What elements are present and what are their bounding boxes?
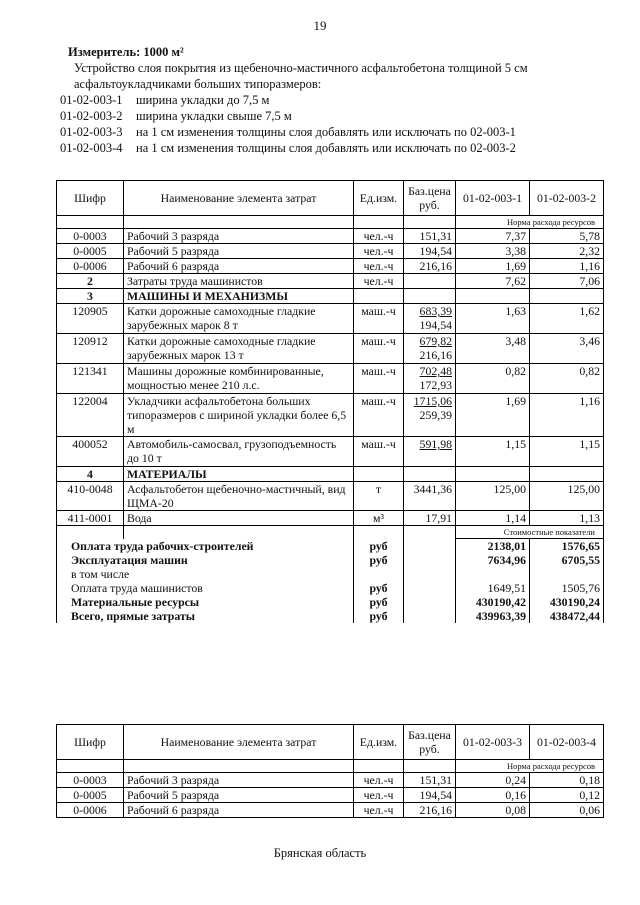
cost-unit: руб	[354, 581, 404, 595]
price-base: 591,98	[419, 437, 452, 451]
norm-value-1: 1,69	[456, 394, 530, 437]
norm-value-2: 0,82	[530, 364, 604, 394]
subheader-row	[57, 216, 604, 229]
norm-value-1: 125,00	[456, 482, 530, 511]
empty-cell	[404, 467, 456, 482]
resource-row	[57, 259, 604, 274]
resource-row	[57, 334, 604, 364]
cost-value-1: 2138,01	[456, 539, 530, 554]
code-list	[60, 92, 620, 156]
resource-unit: маш.-ч	[354, 394, 404, 437]
empty-cell	[530, 467, 604, 482]
resource-price	[404, 364, 456, 394]
cost-row	[57, 539, 604, 554]
price-base: 702,48	[419, 364, 452, 378]
norm-value-1: 0,24	[456, 773, 530, 788]
empty-cell	[404, 289, 456, 304]
norm-value-1: 0,16	[456, 788, 530, 803]
machinist-row	[57, 274, 604, 289]
resource-unit: маш.-ч	[354, 334, 404, 364]
table-header-row	[57, 725, 604, 760]
empty-cell	[404, 216, 456, 229]
code-line	[60, 124, 620, 140]
resource-row	[57, 788, 604, 803]
norm-value-1: 7,37	[456, 229, 530, 244]
resource-price	[404, 394, 456, 437]
code-text: ширина укладки свыше 7,5 м	[136, 109, 292, 123]
empty-cell	[456, 467, 530, 482]
norm-label: Норма расхода ресурсов	[456, 760, 604, 773]
resource-unit: чел.-ч	[354, 259, 404, 274]
norm-value-1: 0,82	[456, 364, 530, 394]
norm-value-2: 125,00	[530, 482, 604, 511]
resource-price: 151,31	[404, 229, 456, 244]
resource-code: 120905	[57, 304, 124, 334]
code-text: на 1 см изменения толщины слоя добавлять или исключать по 02-003-1	[136, 125, 516, 139]
empty-cell	[354, 289, 404, 304]
resource-unit: маш.-ч	[354, 364, 404, 394]
empty-cell	[354, 467, 404, 482]
subheader-row	[57, 760, 604, 773]
norm-value-2: 1,62	[530, 304, 604, 334]
col-header-norm-2: 01-02-003-2	[530, 181, 604, 216]
col-header-price: Баз.цена руб.	[404, 725, 456, 760]
resource-name: Укладчики асфальтобетона больших типоразмеров с шириной укладки более 6,5 м	[124, 394, 354, 437]
resource-price: 194,54	[404, 244, 456, 259]
norm-value-1: 3,48	[456, 334, 530, 364]
cost-unit: руб	[354, 539, 404, 554]
code-line	[60, 92, 620, 108]
resource-name: Вода	[124, 511, 354, 526]
norm-value-1: 1,63	[456, 304, 530, 334]
resource-name: Катки дорожные самоходные гладкие зарубежных марок 13 т	[124, 334, 354, 364]
empty-cell	[354, 760, 404, 773]
norm-value-2: 2,32	[530, 244, 604, 259]
resource-name: Автомобиль-самосвал, грузоподъемность до 10 т	[124, 437, 354, 467]
resource-row	[57, 304, 604, 334]
resource-row	[57, 511, 604, 526]
empty-cell	[530, 289, 604, 304]
section-code: 4	[57, 467, 124, 482]
cost-name: Материальные ресурсы	[57, 595, 354, 609]
resource-row	[57, 364, 604, 394]
resource-price: 216,16	[404, 803, 456, 818]
col-header-norm-3: 01-02-003-3	[456, 725, 530, 760]
cost-row	[57, 595, 604, 609]
resource-code: 0-0005	[57, 788, 124, 803]
norm-value-1: 0,08	[456, 803, 530, 818]
cost-value-1: 430190,42	[456, 595, 530, 609]
empty-cell	[124, 526, 354, 539]
norm-value-1: 7,62	[456, 274, 530, 289]
price-machinist: 259,39	[419, 408, 452, 422]
price-machinist: 194,54	[419, 318, 452, 332]
resource-code: 410-0048	[57, 482, 124, 511]
resource-name: Рабочий 6 разряда	[124, 803, 354, 818]
section-title: МАШИНЫ И МЕХАНИЗМЫ	[124, 289, 354, 304]
resource-unit: чел.-ч	[354, 773, 404, 788]
cost-name: Оплата труда машинистов	[57, 581, 354, 595]
resource-name: Рабочий 5 разряда	[124, 788, 354, 803]
table-body	[57, 216, 604, 624]
resource-price	[404, 334, 456, 364]
section-row	[57, 289, 604, 304]
empty-cell	[404, 595, 456, 609]
code-id: 01-02-003-3	[60, 125, 123, 139]
empty-cell	[354, 216, 404, 229]
norm-value-1: 1,69	[456, 259, 530, 274]
document-header	[60, 44, 620, 156]
resource-code: 2	[57, 274, 124, 289]
resource-row	[57, 437, 604, 467]
resource-code: 0-0006	[57, 803, 124, 818]
col-header-code: Шифр	[57, 725, 124, 760]
code-text: на 1 см изменения толщины слоя добавлять или исключать по 02-003-2	[136, 141, 516, 155]
code-id: 01-02-003-1	[60, 93, 123, 107]
norm-value-2: 7,06	[530, 274, 604, 289]
price-base: 683,39	[419, 304, 452, 318]
section-title: МАТЕРИАЛЫ	[124, 467, 354, 482]
cost-name: Оплата труда рабочих-строителей	[57, 539, 354, 554]
empty-cell	[404, 581, 456, 595]
norm-value-2: 1,13	[530, 511, 604, 526]
price-base: 679,82	[419, 334, 452, 348]
empty-cell	[404, 567, 456, 581]
resource-price: 17,91	[404, 511, 456, 526]
resource-price: 216,16	[404, 259, 456, 274]
resource-unit: м³	[354, 511, 404, 526]
col-header-unit: Ед.изм.	[354, 725, 404, 760]
resource-code: 120912	[57, 334, 124, 364]
code-line	[60, 108, 620, 124]
subheader-row	[57, 526, 604, 539]
work-description: Устройство слоя покрытия из щебеночно-мастичного асфальтобетона толщиной 5 см асфальтоукладчиками больших типоразмеров:	[74, 61, 528, 91]
cost-name: Всего, прямые затраты	[57, 609, 354, 623]
norm-value-2: 5,78	[530, 229, 604, 244]
resource-name: Рабочий 3 разряда	[124, 229, 354, 244]
norm-value-2: 1,16	[530, 259, 604, 274]
norm-value-2: 1,16	[530, 394, 604, 437]
page-number: 19	[313, 18, 327, 33]
resource-name: Рабочий 5 разряда	[124, 244, 354, 259]
table-body	[57, 760, 604, 818]
cost-value-1: 1649,51	[456, 581, 530, 595]
code-text: ширина укладки до 7,5 м	[136, 93, 270, 107]
resource-row	[57, 482, 604, 511]
resource-unit: маш.-ч	[354, 437, 404, 467]
norm-value-1: 1,15	[456, 437, 530, 467]
norm-value-2: 0,18	[530, 773, 604, 788]
norm-label: Норма расхода ресурсов	[456, 216, 604, 229]
region-footer: Брянская область	[273, 846, 367, 860]
cost-row	[57, 609, 604, 623]
norm-value-2: 0,06	[530, 803, 604, 818]
cost-value-2: 6705,55	[530, 553, 604, 567]
empty-cell	[404, 539, 456, 554]
norm-value-2: 1,15	[530, 437, 604, 467]
col-header-norm-1: 01-02-003-1	[456, 181, 530, 216]
resource-code: 122004	[57, 394, 124, 437]
resource-unit: чел.-ч	[354, 244, 404, 259]
resource-code: 0-0006	[57, 259, 124, 274]
cost-value-2: 1576,65	[530, 539, 604, 554]
cost-value-1	[456, 567, 530, 581]
resource-unit: чел.-ч	[354, 229, 404, 244]
cost-value-2	[530, 567, 604, 581]
section-code: 3	[57, 289, 124, 304]
resource-row	[57, 244, 604, 259]
cost-value-1: 439963,39	[456, 609, 530, 623]
empty-cell	[124, 216, 354, 229]
empty-cell	[404, 760, 456, 773]
col-header-norm-4: 01-02-003-4	[530, 725, 604, 760]
price-base: 1715,06	[413, 394, 452, 408]
cost-value-2: 1505,76	[530, 581, 604, 595]
resource-code: 411-0001	[57, 511, 124, 526]
empty-cell	[57, 760, 124, 773]
resource-price	[404, 274, 456, 289]
resource-name: Затраты труда машинистов	[124, 274, 354, 289]
empty-cell	[404, 526, 456, 539]
resource-unit: чел.-ч	[354, 274, 404, 289]
resource-price	[404, 304, 456, 334]
resource-unit: чел.-ч	[354, 803, 404, 818]
empty-cell	[404, 609, 456, 623]
resource-unit: маш.-ч	[354, 304, 404, 334]
empty-cell	[57, 216, 124, 229]
code-id: 01-02-003-4	[60, 141, 123, 155]
cost-value-2: 438472,44	[530, 609, 604, 623]
resource-name: Катки дорожные самоходные гладкие зарубежных марок 8 т	[124, 304, 354, 334]
empty-cell	[456, 289, 530, 304]
price-machinist: 216,16	[419, 348, 452, 362]
resource-price: 151,31	[404, 773, 456, 788]
norm-value-1: 3,38	[456, 244, 530, 259]
code-line	[60, 140, 620, 156]
code-id: 01-02-003-2	[60, 109, 123, 123]
empty-cell	[354, 526, 404, 539]
resource-code: 0-0003	[57, 229, 124, 244]
cost-unit: руб	[354, 595, 404, 609]
cost-value-1: 7634,96	[456, 553, 530, 567]
cost-unit	[354, 567, 404, 581]
section-row	[57, 467, 604, 482]
resource-row	[57, 773, 604, 788]
table-header-row	[57, 181, 604, 216]
cost-unit: руб	[354, 553, 404, 567]
resource-name: Рабочий 3 разряда	[124, 773, 354, 788]
resource-name: Асфальтобетон щебеночно-мастичный, вид ЩМА-20	[124, 482, 354, 511]
empty-cell	[404, 553, 456, 567]
resource-code: 0-0003	[57, 773, 124, 788]
col-header-unit: Ед.изм.	[354, 181, 404, 216]
cost-value-2: 430190,24	[530, 595, 604, 609]
resource-name: Рабочий 6 разряда	[124, 259, 354, 274]
norm-value-2: 0,12	[530, 788, 604, 803]
empty-cell	[124, 760, 354, 773]
resource-row	[57, 394, 604, 437]
measure-unit: Измеритель: 1000 м²	[68, 45, 184, 59]
price-machinist: 172,93	[419, 378, 452, 392]
norm-label: Стоимостные показатели	[456, 526, 604, 539]
cost-unit: руб	[354, 609, 404, 623]
norm-value-2: 3,46	[530, 334, 604, 364]
resource-unit: чел.-ч	[354, 788, 404, 803]
resource-table-2	[56, 724, 604, 818]
resource-price: 194,54	[404, 788, 456, 803]
norm-value-1: 1,14	[456, 511, 530, 526]
resource-table-1	[56, 180, 604, 623]
cost-row	[57, 567, 604, 581]
cost-row	[57, 581, 604, 595]
resource-unit: т	[354, 482, 404, 511]
col-header-name: Наименование элемента затрат	[124, 725, 354, 760]
resource-code: 400052	[57, 437, 124, 467]
cost-name: Эксплуатация машин	[57, 553, 354, 567]
col-header-price: Баз.цена руб.	[404, 181, 456, 216]
resource-price: 3441,36	[404, 482, 456, 511]
resource-code: 0-0005	[57, 244, 124, 259]
resource-row	[57, 229, 604, 244]
resource-name: Машины дорожные комбинированные, мощностью менее 210 л.с.	[124, 364, 354, 394]
resource-price	[404, 437, 456, 467]
col-header-code: Шифр	[57, 181, 124, 216]
cost-name: в том числе	[57, 567, 354, 581]
empty-cell	[57, 526, 124, 539]
cost-row	[57, 553, 604, 567]
resource-code: 121341	[57, 364, 124, 394]
col-header-name: Наименование элемента затрат	[124, 181, 354, 216]
resource-row	[57, 803, 604, 818]
